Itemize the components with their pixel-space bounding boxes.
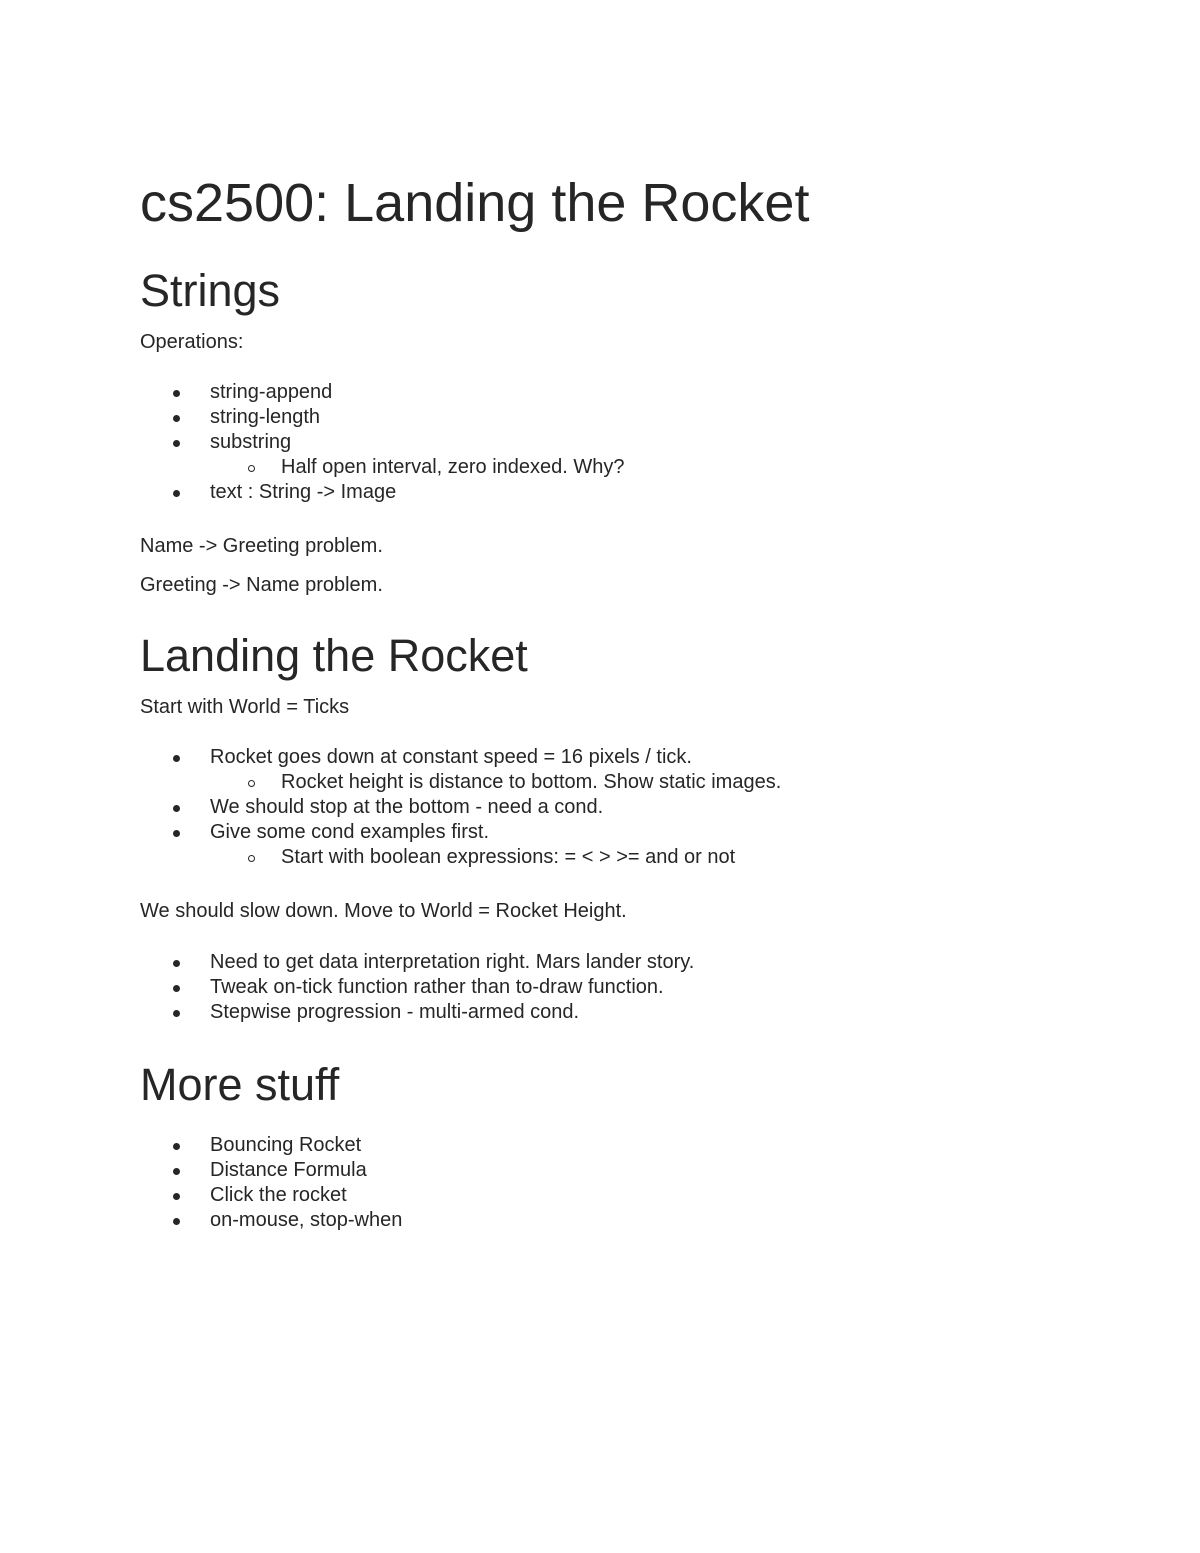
sub-list-item: Start with boolean expressions: = < > >= and or not <box>140 845 781 870</box>
list-item: We should stop at the bottom - need a cond. <box>140 795 781 820</box>
bullet-icon <box>173 755 180 762</box>
list-item: substring <box>140 430 625 455</box>
strings-intro: Operations: <box>140 331 244 353</box>
more-list <box>140 1133 402 1233</box>
landing-list <box>140 745 781 870</box>
list-item: text : String -> Image <box>140 480 625 505</box>
bullet-icon <box>173 830 180 837</box>
bullet-icon <box>173 390 180 397</box>
sub-list-item: Rocket height is distance to bottom. Show static images. <box>140 770 781 795</box>
bullet-icon <box>173 805 180 812</box>
list-item: string-length <box>140 405 625 430</box>
bullet-icon <box>173 1143 180 1150</box>
list-item: Distance Formula <box>140 1158 402 1183</box>
bullet-icon <box>173 1193 180 1200</box>
circle-bullet-icon <box>248 855 255 862</box>
circle-bullet-icon <box>248 780 255 787</box>
list-item: Need to get data interpretation right. Mars lander story. <box>140 950 694 975</box>
bullet-icon <box>173 960 180 967</box>
section-heading-landing: Landing the Rocket <box>140 630 528 681</box>
bullet-icon <box>173 1010 180 1017</box>
strings-paragraph-1: Name -> Greeting problem. <box>140 535 383 557</box>
list-item: Rocket goes down at constant speed = 16 pixels / tick. <box>140 745 781 770</box>
landing-intro: Start with World = Ticks <box>140 696 350 718</box>
list-item: on-mouse, stop-when <box>140 1208 402 1233</box>
list-item: Tweak on-tick function rather than to-draw function. <box>140 975 694 1000</box>
bullet-icon <box>173 490 180 497</box>
list-item: string-append <box>140 380 625 405</box>
list-item: Give some cond examples first. <box>140 820 781 845</box>
document-title: cs2500: Landing the Rocket <box>140 173 810 233</box>
landing-list-2 <box>140 950 694 1025</box>
section-heading-more: More stuff <box>140 1059 340 1110</box>
bullet-icon <box>173 985 180 992</box>
strings-paragraph-2: Greeting -> Name problem. <box>140 574 383 596</box>
circle-bullet-icon <box>248 465 255 472</box>
bullet-icon <box>173 415 180 422</box>
list-item: Click the rocket <box>140 1183 402 1208</box>
section-heading-strings: Strings <box>140 265 281 316</box>
bullet-icon <box>173 1168 180 1175</box>
bullet-icon <box>173 440 180 447</box>
landing-paragraph: We should slow down. Move to World = Rocket Height. <box>140 900 627 922</box>
list-item: Bouncing Rocket <box>140 1133 402 1158</box>
sub-list-item: Half open interval, zero indexed. Why? <box>140 455 625 480</box>
strings-list <box>140 380 625 505</box>
list-item: Stepwise progression - multi-armed cond. <box>140 1000 694 1025</box>
bullet-icon <box>173 1218 180 1225</box>
